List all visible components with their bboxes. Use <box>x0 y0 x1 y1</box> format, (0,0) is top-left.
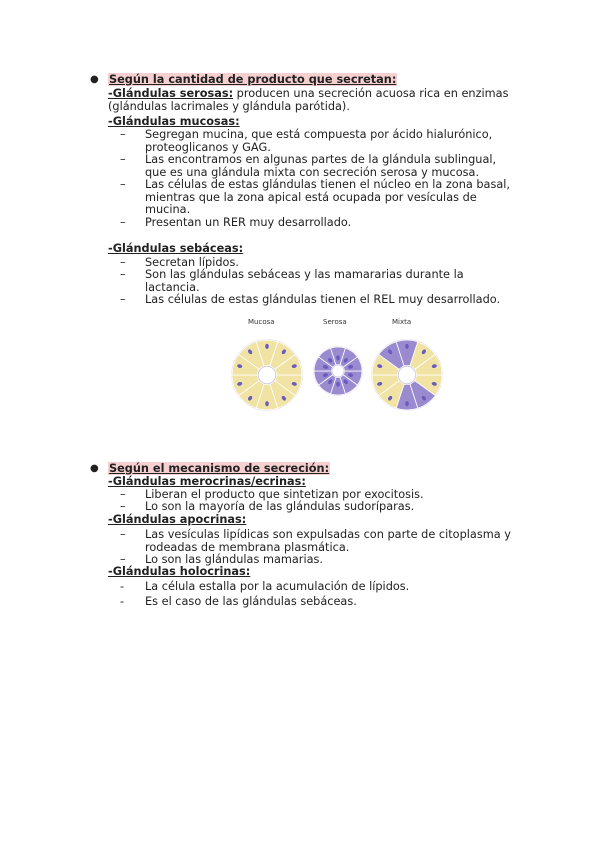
cell-nucleus <box>336 355 340 360</box>
gland-acini-figure <box>225 313 450 425</box>
acinus-lumen <box>258 366 276 384</box>
list-item: – Las células de estas glándulas tienen el REL muy desarrollado. <box>120 293 501 306</box>
acini-illustration <box>225 313 450 425</box>
list-item: – Son las glándulas sebáceas y las mamararias durante la lactancia. <box>120 268 464 294</box>
mucosas-label: -Glándulas mucosas: <box>108 115 240 128</box>
list-item: – Las encontramos en algunas partes de la glándula sublingual, que es una glándula mixta con secreción serosa y mucosa. <box>120 153 497 179</box>
list-item: - Es el caso de las glándulas sebáceas. <box>120 595 357 608</box>
section-heading: Según la cantidad de producto que secretan: <box>109 73 397 86</box>
cell-nucleus <box>265 344 269 349</box>
list-item: – Lo son las glándulas mamarias. <box>120 553 323 566</box>
list-item: – Liberan el producto que sintetizan por exocitosis. <box>120 488 424 501</box>
holocrinas-label: -Glándulas holocrinas: <box>108 565 251 578</box>
caption-mixta: Mixta <box>392 318 412 326</box>
caption-serosa: Serosa <box>323 318 347 326</box>
list-item: - La célula estalla por la acumulación de lípidos. <box>120 580 410 593</box>
list-item: – Presentan un RER muy desarrollado. <box>120 216 352 229</box>
merocrinas-label: -Glándulas merocrinas/ecrinas: <box>108 475 306 488</box>
list-item: – Segregan mucina, que está compuesta por ácido hialurónico, proteoglicanos y GAG. <box>120 128 493 154</box>
acinus-lumen <box>398 366 416 384</box>
serosas-text: producen una secreción acuosa rica en enzimas <box>233 87 509 100</box>
cell-nucleus <box>336 382 340 387</box>
serosas-text-cont: (glándulas lacrimales y glándula parótida). <box>108 100 350 113</box>
apocrinas-label: -Glándulas apocrinas: <box>108 513 247 526</box>
caption-mucosa: Mucosa <box>248 318 275 326</box>
cell-nucleus <box>405 344 409 349</box>
serosas-line <box>108 88 508 101</box>
bullet-icon: ● <box>90 74 99 85</box>
serosas-label: -Glándulas serosas: <box>108 87 234 100</box>
acinus-lumen <box>332 365 344 377</box>
list-item: – Las vesículas lipídicas son expulsadas con parte de citoplasma y rodeadas de membrana plasmática. <box>120 528 511 554</box>
list-item: – Lo son la mayoría de las glándulas sudoríparas. <box>120 500 415 513</box>
list-item: – Las células de estas glándulas tienen el núcleo en la zona basal, mientras que la zona apical está ocupada por vesículas de mucina. <box>120 178 511 216</box>
section-heading: Según el mecanismo de secreción: <box>109 462 330 475</box>
bullet-icon: ● <box>90 463 99 474</box>
list-item: – Secretan lípidos. <box>120 256 239 269</box>
cell-nucleus <box>265 401 269 406</box>
cell-nucleus <box>405 401 409 406</box>
sebaceas-label: -Glándulas sebáceas: <box>108 242 244 255</box>
